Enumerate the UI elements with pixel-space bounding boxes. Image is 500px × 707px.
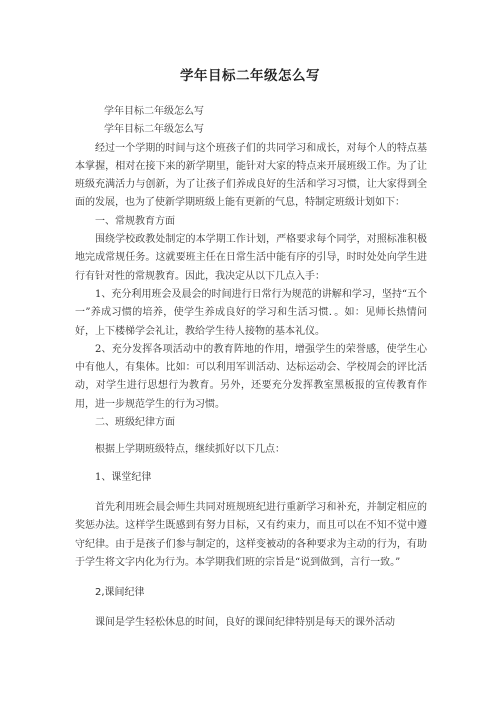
subtitle-line: 学年目标二年级怎么写 bbox=[104, 106, 204, 117]
list-item: 1、充分利用班会及晨会的时间进行日常行为规范的讲解和学习，坚持“五个一”养成习惯的培养，使学生养成良好的学习和生活习惯．。如：见师长热情问好，上下楼梯学会礼让，教给学生待人接物的基本礼仪。 bbox=[75, 288, 427, 337]
list-item: 2、充分发挥各项活动中的教育阵地的作用，增强学生的荣誉感，使学生心中有他人，有集体。比如：可以利用军训活动、达标运动会、学校周会的评比活动，对学生进行思想行为教育。另外，还要充分发挥教室黑板报的宣传教育作用，进一步规范学生的行为习惯。 bbox=[75, 343, 427, 410]
section-paragraph: 根据上学期班级特点，继续抓好以下几点： bbox=[95, 444, 285, 456]
section-paragraph: 首先利用班会晨会师生共同对班规班纪进行重新学习和补充，并制定相应的奖惩办法。这样学生既感到有努力目标，又有约束力，而且可以在不知不觉中遵守纪律。由于是孩子们参与制定的，这样变被动的各种要求为主动的行为，有助于学生将文字内化为行为。本学期我们班的宗旨是“说到做到，言行一致。” bbox=[75, 501, 427, 568]
section-paragraph: 围绕学校政教处制定的本学期工作计划，严格要求每个同学，对照标准积极地完成常规任务。这就要班主任在日常生活中能有序的引导，时时处处向学生进行有针对性的常规教育。因此，我决定从以下几点入手： bbox=[75, 234, 427, 282]
document-body bbox=[75, 103, 427, 633]
page-title: 学年目标二年级怎么写 bbox=[180, 68, 320, 84]
sub-heading: 2,课间纪律 bbox=[95, 587, 145, 599]
section-heading: 二、班级纪律方面 bbox=[95, 417, 175, 429]
subtitle-line: 学年目标二年级怎么写 bbox=[104, 124, 204, 136]
sub-heading: 1、课堂纪律 bbox=[95, 471, 152, 483]
section-paragraph: 课间是学生轻松休息的时间，良好的课间纪律特别是每天的课外活动 bbox=[95, 617, 395, 629]
intro-paragraph: 经过一个学期的时间与这个班孩子们的共同学习和成长，对每个人的特点基本掌握，相对在接下来的新学期里，能针对大家的特点来开展班级工作。为了让班级充满活力与创新，为了让孩子们养成良好的生活和学习习惯，让大家得到全面的发展，也为了使新学期班级上能有更新的气息，特制定班级计划如下： bbox=[75, 142, 427, 209]
section-heading: 一、常规教育方面 bbox=[95, 215, 175, 227]
